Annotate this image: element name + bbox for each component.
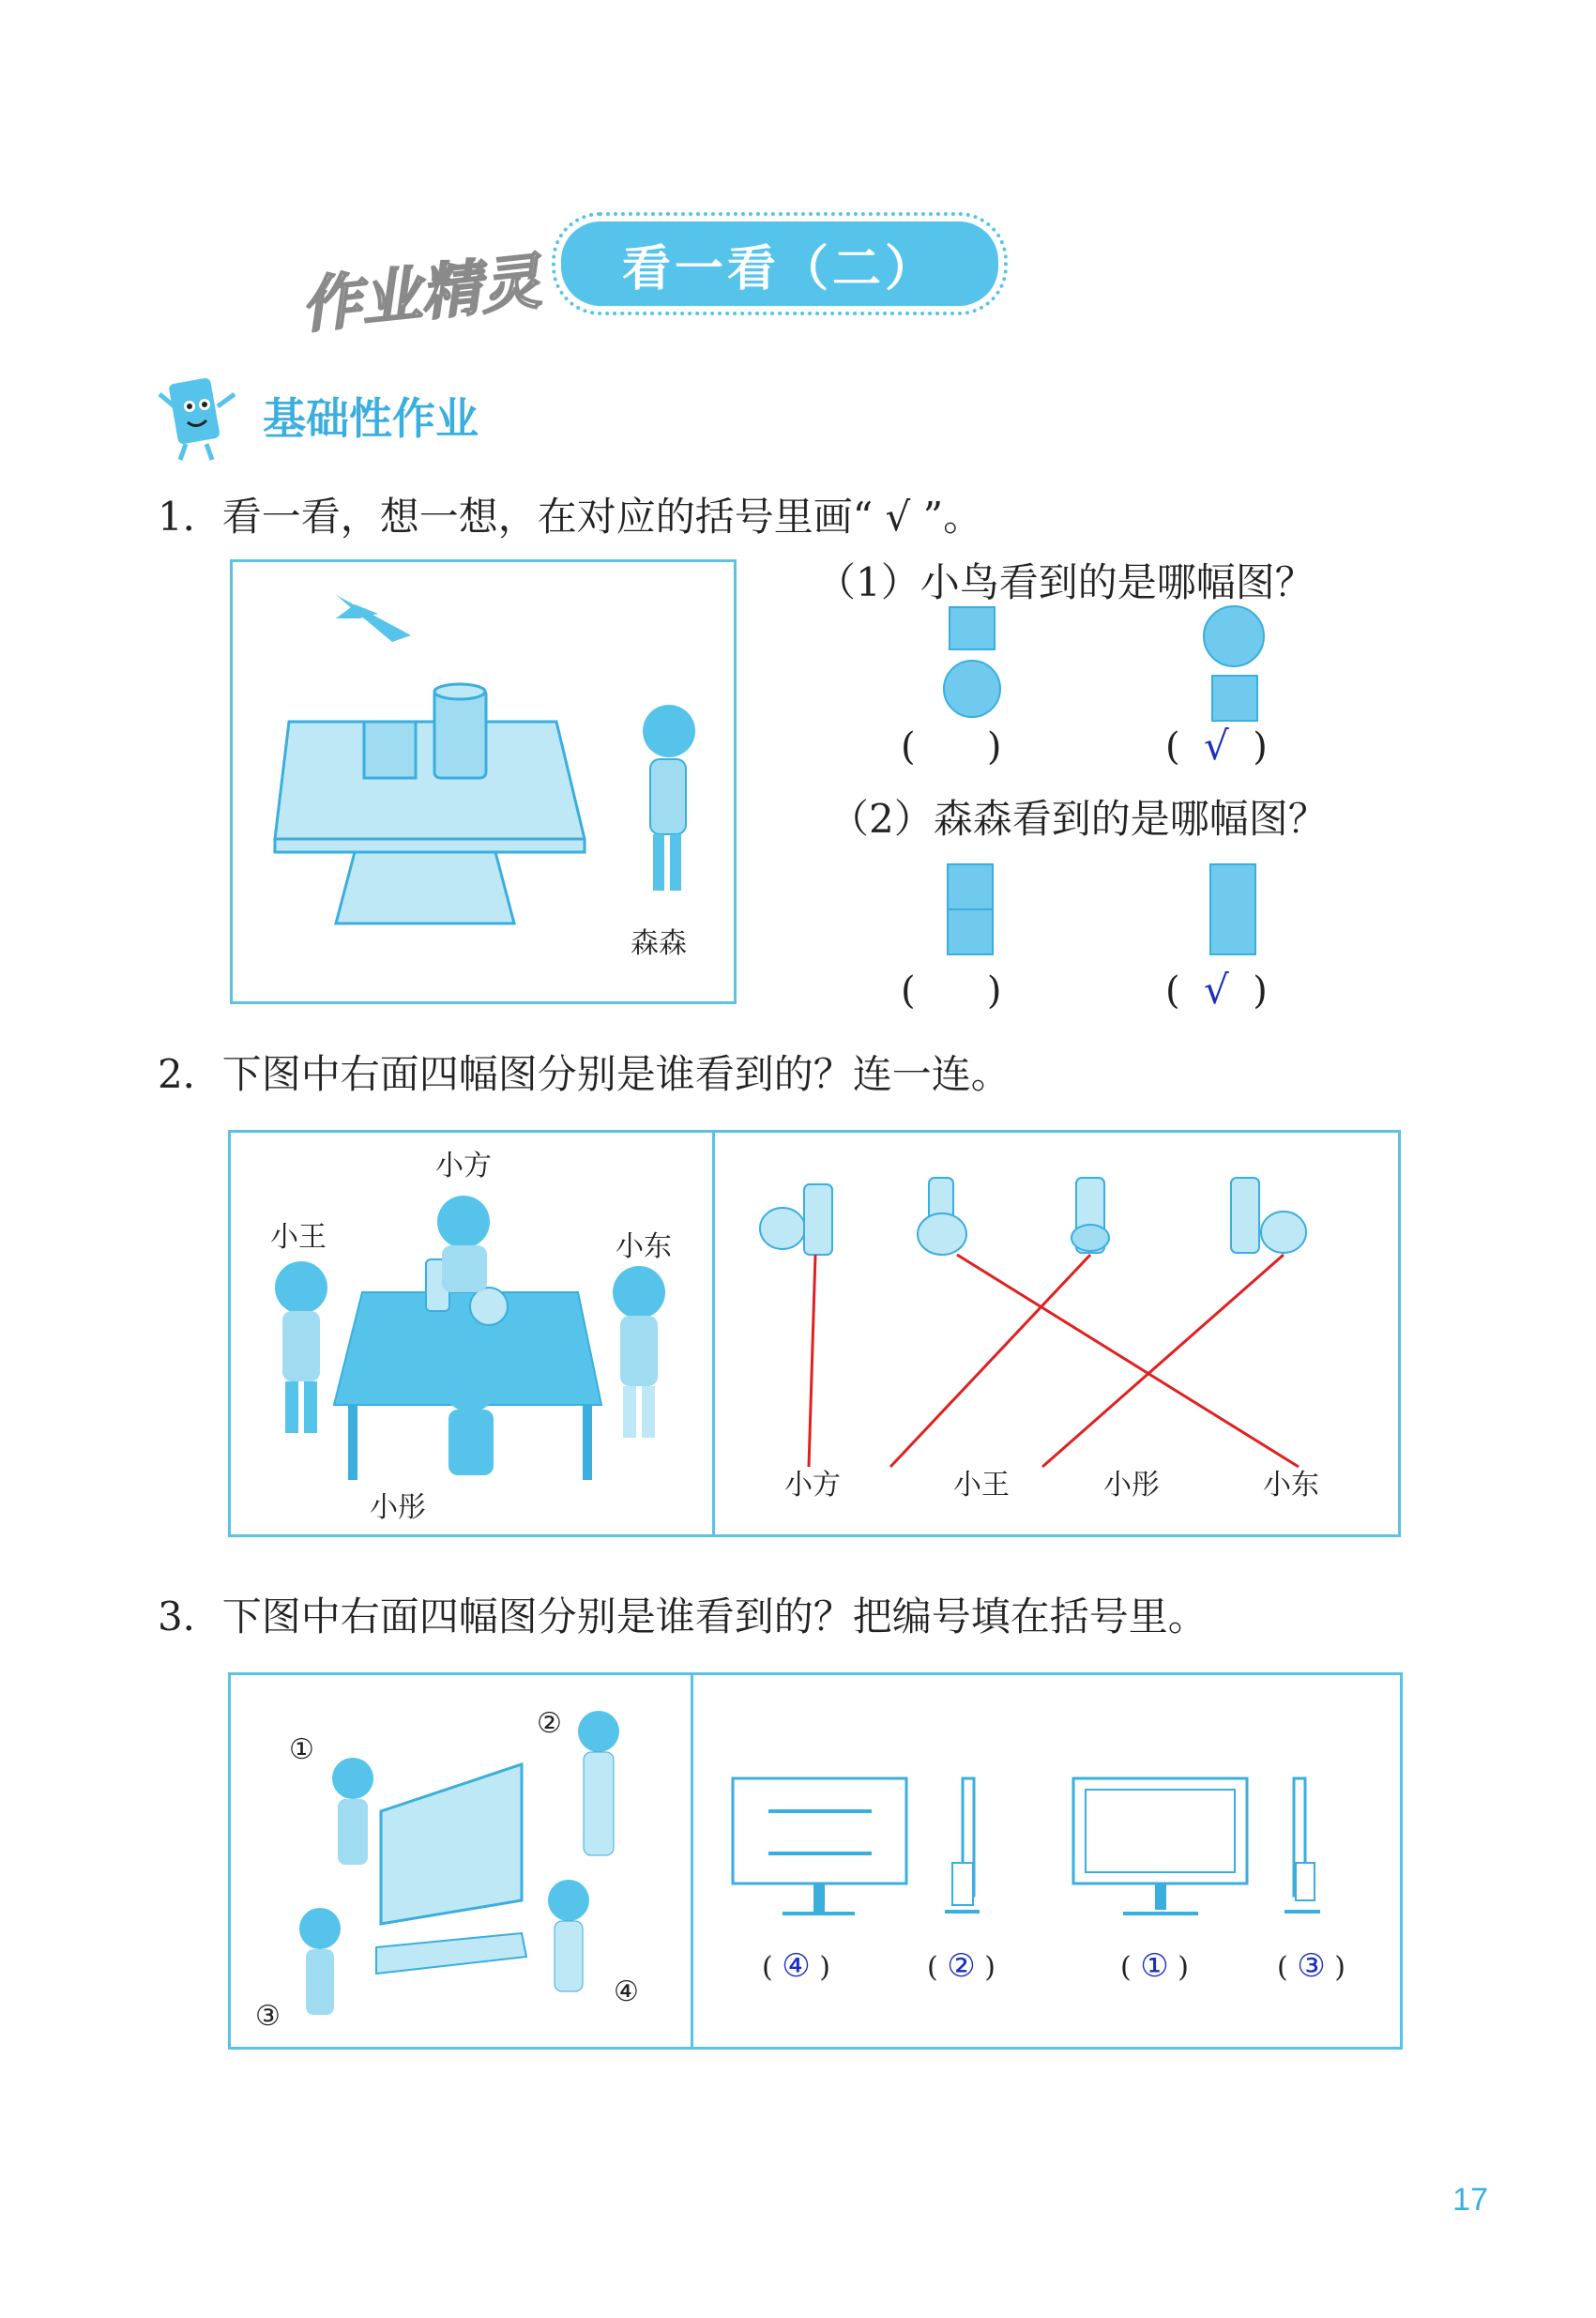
monitor-side-icon	[945, 1778, 980, 1912]
view-2-icon	[918, 1178, 966, 1255]
option-circle-over-square	[1192, 601, 1276, 723]
question-3: 3．下图中右面四幅图分别是谁看到的？把编号填在括号里。	[158, 1594, 1208, 1639]
marker-3: ③	[255, 2000, 281, 2033]
q1-sub2: （2）森森看到的是哪幅图？	[829, 796, 1328, 842]
check-mark-answer: √	[1204, 967, 1229, 1013]
check-mark-answer: √	[1204, 723, 1229, 769]
bottom-label-1: 小方	[784, 1469, 841, 1502]
view-3-icon	[1072, 1178, 1109, 1253]
q3-blank-2[interactable]: ( ② )	[927, 1947, 996, 1985]
option-square-over-circle	[929, 602, 1013, 724]
page-number: 17	[1452, 2182, 1488, 2218]
bottom-label-2: 小王	[953, 1469, 1010, 1502]
brand-watermark: 作业精灵	[297, 247, 544, 343]
marker-4: ④	[614, 1975, 639, 2008]
label-xiaowang: 小王	[270, 1221, 327, 1254]
monitor-back-icon	[733, 1778, 906, 1914]
view-4-icon	[1231, 1178, 1306, 1253]
boy-sensen-icon	[643, 705, 695, 891]
label-xiaotong: 小彤	[370, 1491, 426, 1524]
q3-blank-3[interactable]: ( ① )	[1120, 1947, 1189, 1985]
marker-2: ②	[537, 1707, 562, 1740]
q3-blank-4[interactable]: ( ③ )	[1277, 1947, 1345, 1985]
q1-2-blank-b[interactable]: ( √ )	[1165, 967, 1268, 1013]
q3-frame	[228, 1672, 1403, 2050]
label-xiaofang: 小方	[435, 1150, 492, 1182]
option-two-stacked-squares	[943, 862, 999, 960]
cylinder-icon	[434, 689, 486, 778]
question-1: 1．看一看，想一想，在对应的括号里画“ √ ”。	[158, 494, 983, 540]
q1-2-blank-a[interactable]: ( )	[901, 969, 1002, 1013]
lesson-title: 看一看（二）	[561, 221, 998, 306]
q1-1-blank-b[interactable]: ( √ )	[1165, 723, 1268, 769]
monitor-side-icon	[1284, 1778, 1320, 1912]
q1-1-blank-a[interactable]: ( )	[901, 725, 1002, 769]
label-xiaodong: 小东	[616, 1230, 672, 1263]
match-line	[809, 1255, 815, 1467]
sensen-label: 森森	[631, 927, 687, 960]
section-title: 基础性作业	[263, 393, 479, 444]
q2-scene-illustration	[231, 1133, 709, 1534]
q3-monitor-views	[693, 1675, 1401, 2047]
q3-blank-1[interactable]: ( ④ )	[762, 1947, 830, 1985]
match-line	[890, 1255, 1090, 1467]
monitor-front-icon	[1073, 1778, 1247, 1914]
question-2: 2．下图中右面四幅图分别是谁看到的？连一连。	[158, 1051, 1011, 1097]
book-mascot-icon	[150, 371, 244, 465]
bottom-label-3: 小彤	[1103, 1469, 1160, 1502]
view-1-icon	[760, 1184, 832, 1255]
option-tall-rectangle	[1206, 862, 1262, 960]
q2-frame	[228, 1130, 1401, 1537]
marker-1: ①	[289, 1733, 314, 1766]
cube-icon	[364, 722, 416, 778]
bottom-label-4: 小东	[1263, 1469, 1319, 1502]
q1-sub1: （1）小鸟看到的是哪幅图？	[816, 559, 1315, 605]
